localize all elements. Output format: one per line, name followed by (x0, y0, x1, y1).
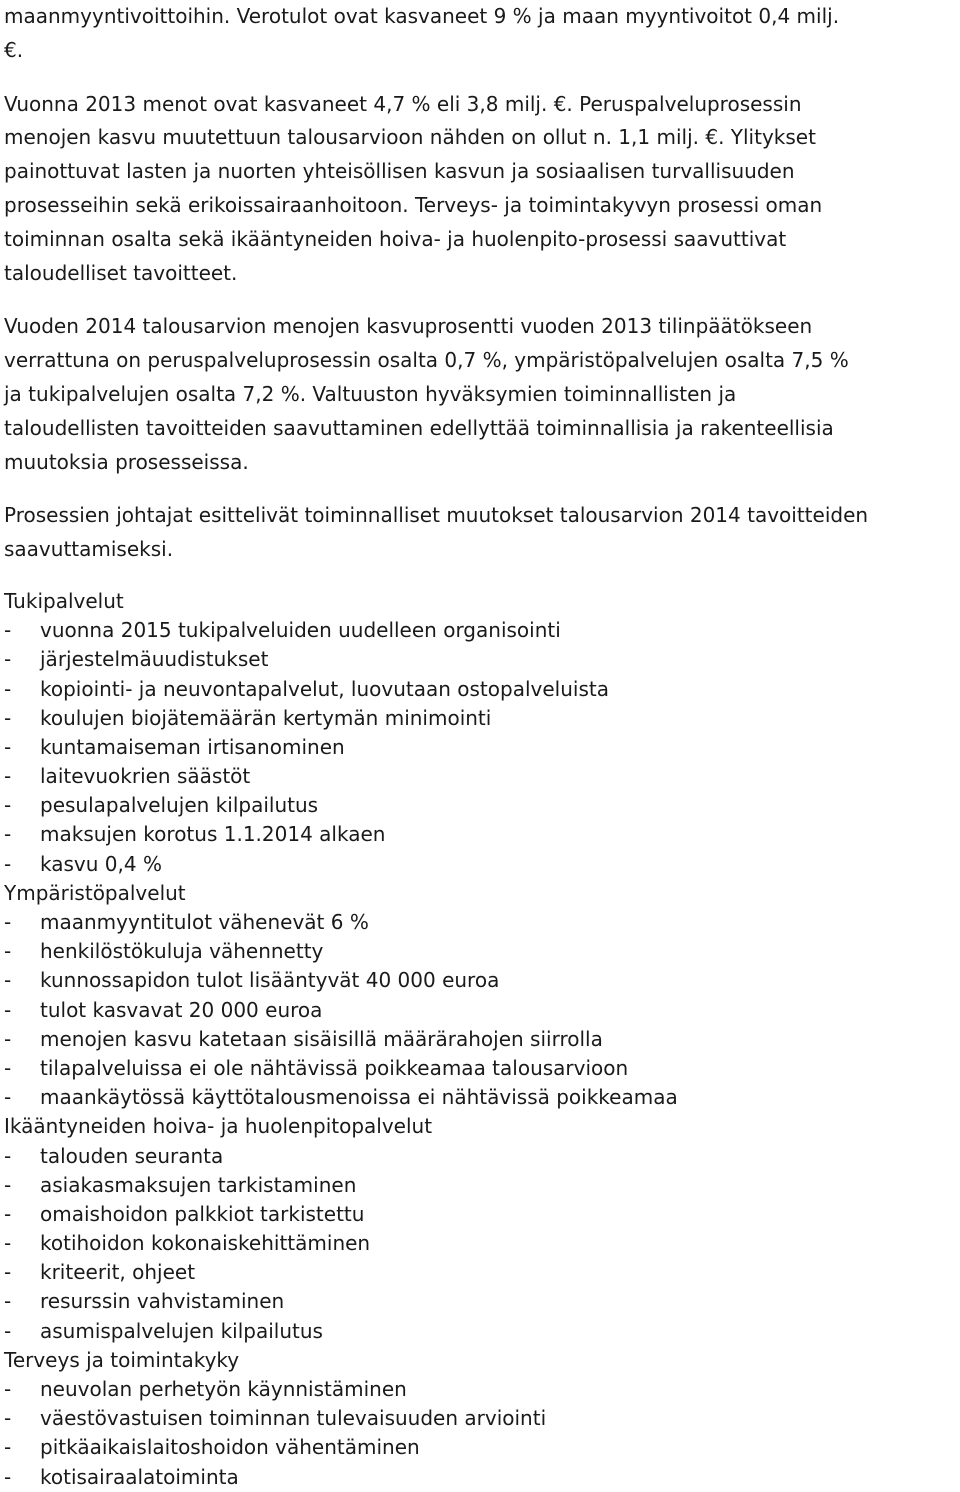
list-item-text: maksujen korotus 1.1.2014 alkaen (40, 822, 386, 847)
list-item (4, 1433, 956, 1462)
list-item (4, 704, 956, 733)
list-item-text: kotihoidon kokonaiskehittäminen (40, 1231, 371, 1256)
list-item-text: kopiointi- ja neuvontapalvelut, luovutaan ostopalveluista (40, 676, 609, 701)
list-item-text: menojen kasvu katetaan sisäisillä määrärahojen siirrolla (40, 1026, 603, 1051)
list-item (4, 850, 956, 879)
list-item-text: omaishoidon palkkiot tarkistettu (40, 1201, 365, 1226)
section (4, 879, 956, 1113)
list-item-text: asiakasmaksujen tarkistaminen (40, 1172, 357, 1197)
list-dash: - (4, 764, 12, 789)
section-list (4, 908, 956, 1112)
list-item-text: kunnossapidon tulot lisääntyvät 40 000 euroa (40, 968, 500, 993)
section (4, 1346, 956, 1492)
section-list (4, 616, 956, 879)
list-item-text: asumispalvelujen kilpailutus (40, 1318, 323, 1343)
list-item (4, 733, 956, 762)
list-dash: - (4, 1172, 12, 1197)
paragraph-tax-revenue: maanmyyntivoittoihin. Verotulot ovat kasvaneet 9 % ja maan myyntivoitot 0,4 milj. €. (4, 4, 840, 62)
list-dash: - (4, 1435, 12, 1460)
list-dash: - (4, 793, 12, 818)
list-item-text: koulujen biojätemäärän kertymän minimointi (40, 705, 492, 730)
list-item (4, 1229, 956, 1258)
list-item (4, 1287, 956, 1316)
list-item (4, 820, 956, 849)
list-item-text: maanmyyntitulot vähenevät 6 % (40, 910, 369, 935)
list-dash: - (4, 1289, 12, 1314)
list-item-text: pitkäaikaislaitoshoidon vähentäminen (40, 1435, 420, 1460)
section-heading: Tukipalvelut (4, 588, 124, 613)
list-dash: - (4, 705, 12, 730)
list-item (4, 1404, 956, 1433)
section-list (4, 1142, 956, 1346)
list-item (4, 762, 956, 791)
list-item (4, 996, 956, 1025)
paragraph-gap (4, 479, 956, 499)
list-dash: - (4, 997, 12, 1022)
list-item-text: kasvu 0,4 % (40, 851, 162, 876)
paragraph-expenses-2013: Vuonna 2013 menot ovat kasvaneet 4,7 % eli 3,8 milj. €. Peruspalveluprosessin menojen kasvu muutettuun talousarvioon nähden on ollut n. 1,1 milj. €. Ylitykset painottuvat lasten ja nuorten yhteisöllisen kasvun ja sosiaalisen turvallisuuden prosesseihin sekä erikoissairaanhoitoon. Terveys- ja toimintakyvyn prosessi oman toiminnan osalta sekä ikääntyneiden hoiva- ja huolenpito-prosessi saavuttivat taloudelliset tavoitteet. (4, 91, 823, 285)
list-item-text: laitevuokrien säästöt (40, 764, 251, 789)
list-item (4, 1375, 956, 1404)
list-item-text: pesulapalvelujen kilpailutus (40, 793, 319, 818)
list-item-text: kriteerit, ohjeet (40, 1260, 196, 1285)
list-dash: - (4, 1464, 12, 1489)
list-dash: - (4, 1231, 12, 1256)
list-item (4, 966, 956, 995)
list-dash: - (4, 1055, 12, 1080)
list-item (4, 645, 956, 674)
list-dash: - (4, 939, 12, 964)
list-item-text: resurssin vahvistaminen (40, 1289, 285, 1314)
list-item (4, 1142, 956, 1171)
list-item-text: järjestelmäuudistukset (40, 647, 269, 672)
list-dash: - (4, 910, 12, 935)
list-item (4, 1025, 956, 1054)
list-item (4, 1200, 956, 1229)
list-item-text: maankäytössä käyttötalousmenoissa ei nähtävissä poikkeamaa (40, 1085, 678, 1110)
list-dash: - (4, 1085, 12, 1110)
section-heading: Terveys ja toimintakyky (4, 1347, 240, 1372)
list-item (4, 937, 956, 966)
list-dash: - (4, 618, 12, 643)
list-item (4, 1054, 956, 1083)
list-dash: - (4, 676, 12, 701)
list-item (4, 1317, 956, 1346)
section (4, 1112, 956, 1346)
section (4, 587, 956, 879)
section-lists (4, 587, 956, 1492)
section-heading: Ikääntyneiden hoiva- ja huolenpitopalvelut (4, 1114, 433, 1139)
paragraph-gap (4, 68, 956, 88)
list-item (4, 791, 956, 820)
list-dash: - (4, 1201, 12, 1226)
list-item (4, 1463, 956, 1492)
list-item-text: väestövastuisen toiminnan tulevaisuuden arviointi (40, 1406, 547, 1431)
list-item-text: henkilöstökuluja vähennetty (40, 939, 324, 964)
paragraph-gap (4, 290, 956, 310)
list-item-text: kuntamaiseman irtisanominen (40, 734, 345, 759)
list-dash: - (4, 1260, 12, 1285)
list-item (4, 1083, 956, 1112)
list-item (4, 616, 956, 645)
section-list (4, 1375, 956, 1492)
list-dash: - (4, 1318, 12, 1343)
list-item-text: talouden seuranta (40, 1143, 224, 1168)
list-dash: - (4, 1377, 12, 1402)
list-item (4, 1258, 956, 1287)
list-dash: - (4, 1406, 12, 1431)
list-dash: - (4, 647, 12, 672)
list-item-text: tulot kasvavat 20 000 euroa (40, 997, 323, 1022)
list-dash: - (4, 1143, 12, 1168)
list-item (4, 908, 956, 937)
list-item (4, 675, 956, 704)
list-item-text: neuvolan perhetyön käynnistäminen (40, 1377, 407, 1402)
list-item (4, 1171, 956, 1200)
paragraph-gap (4, 567, 956, 587)
list-item-text: vuonna 2015 tukipalveluiden uudelleen organisointi (40, 618, 561, 643)
list-dash: - (4, 851, 12, 876)
section-heading: Ympäristöpalvelut (4, 880, 186, 905)
list-item-text: tilapalveluissa ei ole nähtävissä poikkeamaa talousarvioon (40, 1055, 629, 1080)
list-dash: - (4, 968, 12, 993)
list-dash: - (4, 734, 12, 759)
paragraph-budget-2014: Vuoden 2014 talousarvion menojen kasvuprosentti vuoden 2013 tilinpäätökseen verrattuna on peruspalveluprosessin osalta 0,7 %, ympäristöpalvelujen osalta 7,5 % ja tukipalvelujen osalta 7,2 %. Valtuuston hyväksymien toiminnallisten ja taloudellisten tavoitteiden saavuttaminen edellyttää toiminnallisia ja rakenteellisia muutoksia prosesseissa. (4, 314, 849, 474)
list-dash: - (4, 1026, 12, 1051)
document-page (4, 0, 956, 1492)
paragraph-process-directors: Prosessien johtajat esittelivät toiminnalliset muutokset talousarvion 2014 tavoitteiden saavuttamiseksi. (4, 503, 869, 562)
list-dash: - (4, 822, 12, 847)
list-item-text: kotisairaalatoiminta (40, 1464, 239, 1489)
